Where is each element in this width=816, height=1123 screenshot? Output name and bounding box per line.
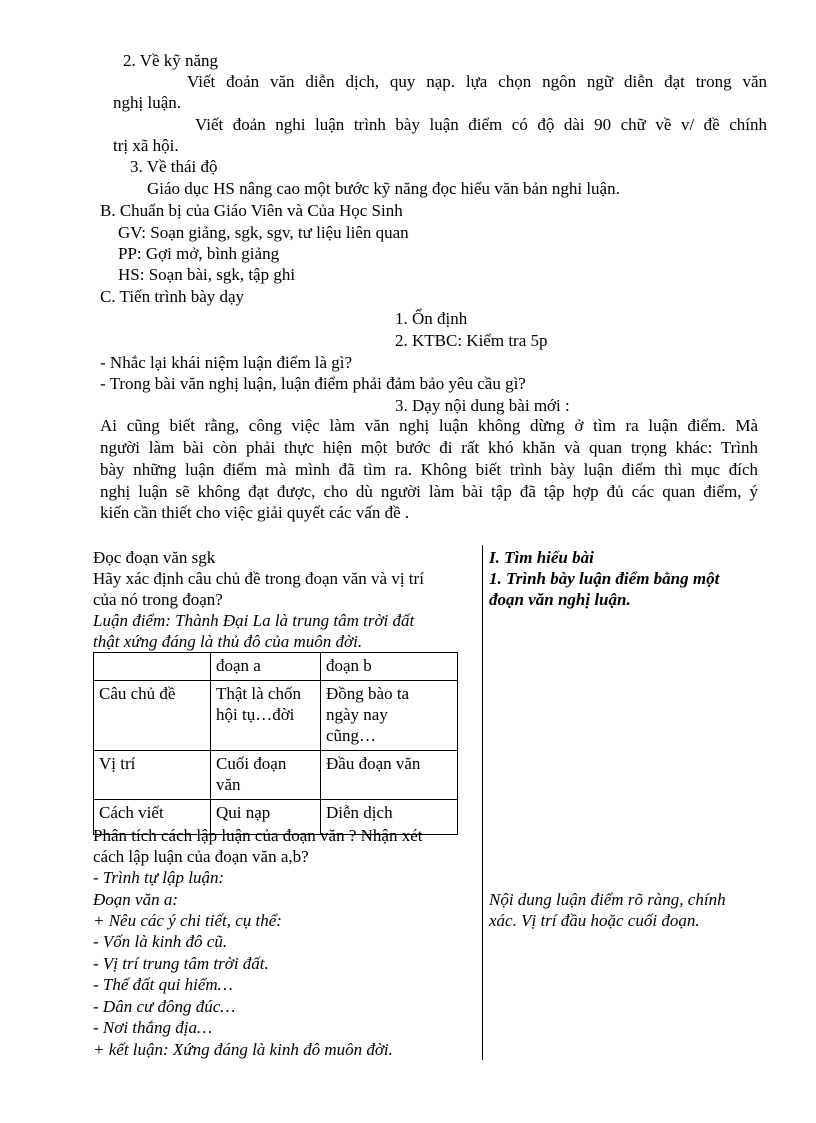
comparison-table bbox=[93, 652, 458, 835]
table-cell: Vị trí bbox=[94, 751, 211, 800]
intro-line-3: bày những luận điểm mà mình đã tìm ra. Không biết trình bày luận điểm thì mục đích bbox=[100, 460, 758, 479]
skill-line-2a: Viết đoản nghi luận trình bày luận điểm có độ dài 90 chữ về v/ đề chính bbox=[195, 115, 767, 134]
step-1: 1. Ổn định bbox=[395, 309, 468, 328]
step-2: 2. KTBC: Kiểm tra 5p bbox=[395, 331, 548, 350]
table-header-b: đoạn b bbox=[321, 653, 458, 681]
cell-line: Thật là chốn bbox=[216, 684, 301, 703]
section-heading-i: I. Tìm hiểu bài bbox=[489, 548, 594, 567]
list-item: - Thế đất qui hiểm… bbox=[93, 975, 233, 994]
step-3: 3. Dạy nội dung bài mới : bbox=[395, 396, 570, 415]
table-cell bbox=[211, 751, 321, 800]
list-item: - Vốn là kinh đô cũ. bbox=[93, 932, 228, 951]
intro-line-1: Ai cũng biết rằng, công việc làm văn nghị luận không dừng ở tìm ra luận điểm. Mà bbox=[100, 416, 758, 435]
list-item: - Dân cư đông đúc… bbox=[93, 997, 236, 1016]
paragraph-a-label: Đoạn văn a: bbox=[93, 890, 178, 909]
task-line-1: Hãy xác định câu chủ đề trong đoạn văn và vị trí bbox=[93, 569, 424, 588]
detail-intro: + Nêu các ý chi tiết, cụ thể: bbox=[93, 911, 282, 930]
list-item: - Nơi thắng địa… bbox=[93, 1018, 213, 1037]
intro-line-2: người làm bài còn phải thực hiện một bước đi rất khó khăn và quan trọng khác: Trình bbox=[100, 438, 758, 457]
attitude-text: Giáo dục HS nâng cao một bước kỹ năng đọc hiểu văn bản nghi luận. bbox=[147, 179, 620, 198]
table-cell: Qui nạp bbox=[211, 800, 321, 835]
table-cell: Cách viết bbox=[94, 800, 211, 835]
hs-line: HS: Soạn bài, sgk, tập ghi bbox=[118, 265, 296, 284]
note-line-1: Nội dung luận điểm rõ ràng, chính bbox=[489, 890, 726, 909]
cell-line: cũng… bbox=[326, 726, 377, 745]
thesis-line-1: Luận điểm: Thành Đại La là trung tâm trời đất bbox=[93, 611, 415, 630]
table-row bbox=[94, 681, 458, 751]
cell-line: ngày nay bbox=[326, 705, 388, 724]
table-cell bbox=[211, 681, 321, 751]
skills-heading: 2. Về kỹ năng bbox=[123, 51, 219, 70]
subheading-line-1: 1. Trình bày luận điểm bằng một bbox=[489, 569, 720, 588]
cell-line: văn bbox=[216, 775, 241, 794]
section-c-heading: C. Tiến trình bày dạy bbox=[100, 287, 245, 306]
attitude-heading: 3. Về thái độ bbox=[130, 157, 218, 176]
skill-line-1a: Viết đoản văn diễn dịch, quy nạp. lựa chọn ngôn ngữ diễn đạt trong văn bbox=[187, 72, 767, 91]
gv-line: GV: Soạn giảng, sgk, sgv, tư liệu liên quan bbox=[118, 223, 409, 242]
pp-line: PP: Gợi mở, bình giảng bbox=[118, 244, 280, 263]
question-2: - Trong bài văn nghị luận, luận điểm phải đảm bảo yêu cầu gì? bbox=[100, 374, 526, 393]
question-1: - Nhắc lại khái niệm luận điểm là gì? bbox=[100, 353, 353, 372]
section-b-heading: B. Chuẩn bị của Giáo Viên và Của Học Sinh bbox=[100, 201, 403, 220]
task-line-2: của nó trong đoạn? bbox=[93, 590, 223, 609]
cell-line: hội tụ…đời bbox=[216, 705, 295, 724]
table-cell bbox=[94, 653, 211, 681]
skill-line-2b: trị xã hội. bbox=[113, 136, 179, 155]
cell-line: Đồng bào ta bbox=[326, 684, 410, 703]
table-cell bbox=[321, 681, 458, 751]
read-instruction: Đọc đoạn văn sgk bbox=[93, 548, 216, 567]
cell-line: Cuối đoạn bbox=[216, 754, 287, 773]
note-line-2: xác. Vị trí đầu hoặc cuối đoạn. bbox=[489, 911, 700, 930]
conclusion-line: + kết luận: Xứng đáng là kinh đô muôn đời. bbox=[93, 1040, 393, 1059]
intro-line-4: nghị luận sẽ không đạt được, cho dù người làm bài tập đã tập hợp đủ các quan điểm, ý bbox=[100, 482, 758, 501]
table-cell: Diễn dịch bbox=[321, 800, 458, 835]
analysis-line-1: Phân tích cách lập luận của đoạn văn ? Nhận xét bbox=[93, 826, 423, 845]
table-cell: Đầu đoạn văn bbox=[321, 751, 458, 800]
table-row bbox=[94, 751, 458, 800]
thesis-line-2: thật xứng đáng là thủ đô của muôn đời. bbox=[93, 632, 363, 651]
analysis-line-2: cách lập luận của đoạn văn a,b? bbox=[93, 847, 309, 866]
skill-line-1b: nghị luận. bbox=[113, 93, 181, 112]
table-cell: Câu chủ đề bbox=[94, 681, 211, 751]
subheading-line-2: đoạn văn nghị luận. bbox=[489, 590, 631, 609]
list-item: - Vị trí trung tâm trời đất. bbox=[93, 954, 269, 973]
intro-line-5: kiến cần thiết cho việc giải quyết các vấn đề . bbox=[100, 503, 410, 522]
argument-order: - Trình tự lập luận: bbox=[93, 868, 225, 887]
column-divider bbox=[482, 545, 483, 1060]
table-header-a: đoạn a bbox=[211, 653, 321, 681]
table-row bbox=[94, 653, 458, 681]
